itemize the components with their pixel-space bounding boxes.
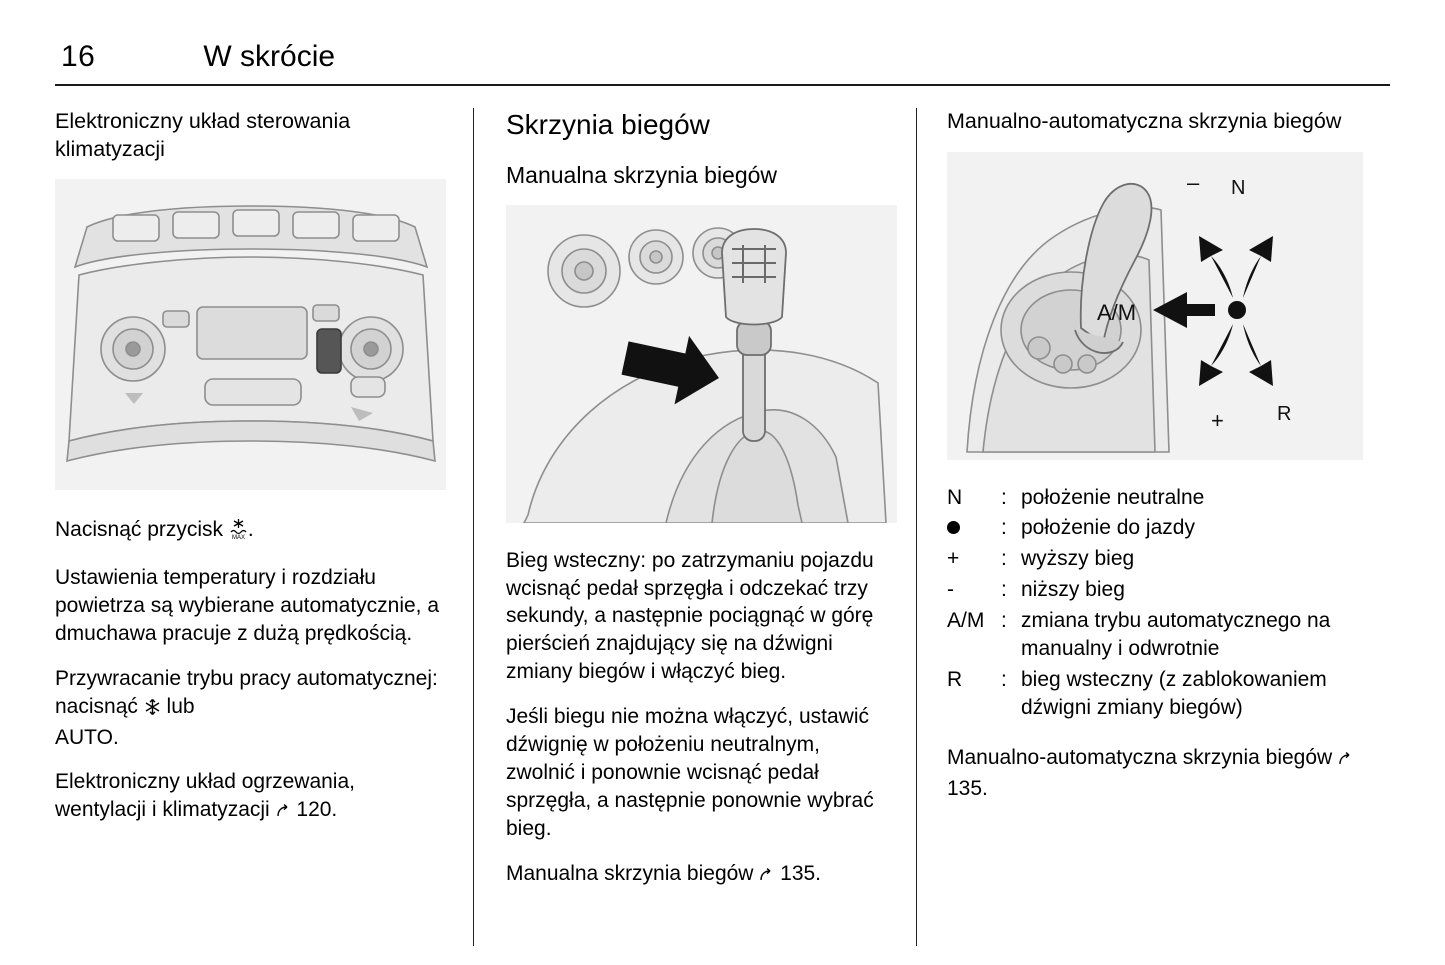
legend-item-r <box>947 666 1386 722</box>
reverse-gear-paragraph: Bieg wsteczny: po zatrzymaniu pojazdu wcisnąć pedał sprzęgła i odczekać trzy sekundy, a następnie pociągnąć w górę pierścień znajdujący się na dźwigni zmiany biegów i włączyć bieg. <box>506 548 874 684</box>
label-minus: – <box>1187 169 1200 195</box>
climate-paragraph-3-mid: lub <box>160 694 195 718</box>
selector-legend-list <box>947 484 1386 722</box>
manual-gearbox-cross-reference-text: Manualna skrzynia biegów <box>506 861 760 885</box>
page-title: W skrócie <box>203 40 336 73</box>
legend-item-n <box>947 484 1386 512</box>
climate-cross-reference <box>55 768 447 827</box>
climate-cross-reference-text: Elektroniczny układ ogrzewania, wentylacji i klimatyzacji <box>55 770 355 822</box>
legend-colon: : <box>1001 578 1007 602</box>
ac-snowflake-icon <box>144 696 161 724</box>
automated-manual-cross-reference <box>947 744 1386 803</box>
climate-paragraph-3 <box>55 665 447 752</box>
page-columns <box>55 108 1390 946</box>
legend-description: zmiana trybu automatycznego na manualny i odwrotnie <box>1021 609 1331 661</box>
legend-item-plus <box>947 545 1386 573</box>
max-defrost-icon <box>229 517 248 547</box>
legend-colon: : <box>1001 668 1007 692</box>
label-r: R <box>1277 402 1292 425</box>
page-number: 16 <box>61 40 96 73</box>
climate-paragraph-3-suffix: . <box>112 725 119 749</box>
legend-description: położenie do jazdy <box>1021 516 1195 540</box>
legend-symbol <box>947 514 1001 542</box>
legend-symbol: - <box>947 578 954 602</box>
manual-gearbox-subheading: Manualna skrzynia biegów <box>506 161 778 188</box>
legend-description: wyższy bieg <box>1021 547 1135 571</box>
legend-symbol: R <box>947 668 963 692</box>
page-reference-arrow-icon <box>1338 747 1353 775</box>
column-gearbox <box>473 108 916 946</box>
climate-control-panel-illustration <box>55 179 446 490</box>
climate-paragraph-1-suffix: . <box>247 518 254 542</box>
legend-item-am <box>947 607 1386 663</box>
gear-lever-svg <box>506 205 897 523</box>
gear-engage-paragraph: Jeśli biegu nie można włączyć, ustawić dźwignię w położeniu neutralnym, zwolnić i ponownie wcisnąć pedał sprzęgła, a następnie ponownie wybrać bieg. <box>506 705 874 840</box>
label-am: A/M <box>1097 299 1137 325</box>
selector-svg <box>947 152 1363 460</box>
page-header <box>55 40 1390 86</box>
climate-paragraph-1-prefix: Nacisnąć przycisk <box>55 518 229 542</box>
legend-symbol: A/M <box>947 609 985 633</box>
page-reference-arrow-icon <box>759 863 774 891</box>
climate-paragraph-2: Ustawienia temperatury i rozdziału powietrza są wybierane automatycznie, a dmuchawa pracuje z dużą prędkością. <box>55 565 440 645</box>
legend-symbol: N <box>947 485 963 509</box>
legend-colon: : <box>1001 609 1007 633</box>
climate-paragraph-3-prefix: Przywracanie trybu pracy automatycznej: nacisnąć <box>55 666 438 718</box>
legend-colon: : <box>1001 485 1007 509</box>
legend-description: położenie neutralne <box>1021 485 1205 509</box>
legend-colon: : <box>1001 516 1007 540</box>
filled-dot-icon <box>947 521 960 534</box>
label-plus: + <box>1211 407 1224 433</box>
climate-auto-label: AUTO <box>55 725 113 749</box>
climate-panel-svg <box>55 179 446 490</box>
column-automated-manual <box>916 108 1386 946</box>
automated-manual-cross-reference-text: Manualno-automatyczna skrzynia biegów <box>947 745 1339 769</box>
svg-text:MAX: MAX <box>231 535 245 540</box>
gearbox-section-heading: Skrzynia biegów <box>506 109 710 140</box>
legend-description: bieg wsteczny (z zablokowaniem dźwigni zmiany biegów) <box>1021 668 1327 719</box>
climate-cross-reference-page: 120. <box>290 798 338 822</box>
manual-gearbox-cross-reference-page: 135. <box>774 861 822 885</box>
automated-manual-selector-illustration <box>947 152 1363 460</box>
legend-symbol: + <box>947 547 960 571</box>
climate-paragraph-1 <box>55 516 447 547</box>
automated-manual-heading: Manualno-automatyczna skrzynia biegów <box>947 109 1342 133</box>
manual-gear-lever-illustration <box>506 205 897 523</box>
automated-manual-cross-reference-page: 135. <box>947 776 988 800</box>
page-reference-arrow-icon <box>276 799 291 827</box>
legend-item-minus <box>947 576 1386 604</box>
label-n: N <box>1231 176 1246 199</box>
legend-description: niższy bieg <box>1021 578 1125 602</box>
legend-colon: : <box>1001 547 1007 571</box>
column-climate-control <box>55 108 473 946</box>
manual-gearbox-cross-reference <box>506 860 890 891</box>
climate-section-heading: Elektroniczny układ sterowania klimatyzacji <box>55 109 351 161</box>
legend-item-drive <box>947 514 1386 542</box>
shift-pattern-diagram <box>1153 236 1273 386</box>
